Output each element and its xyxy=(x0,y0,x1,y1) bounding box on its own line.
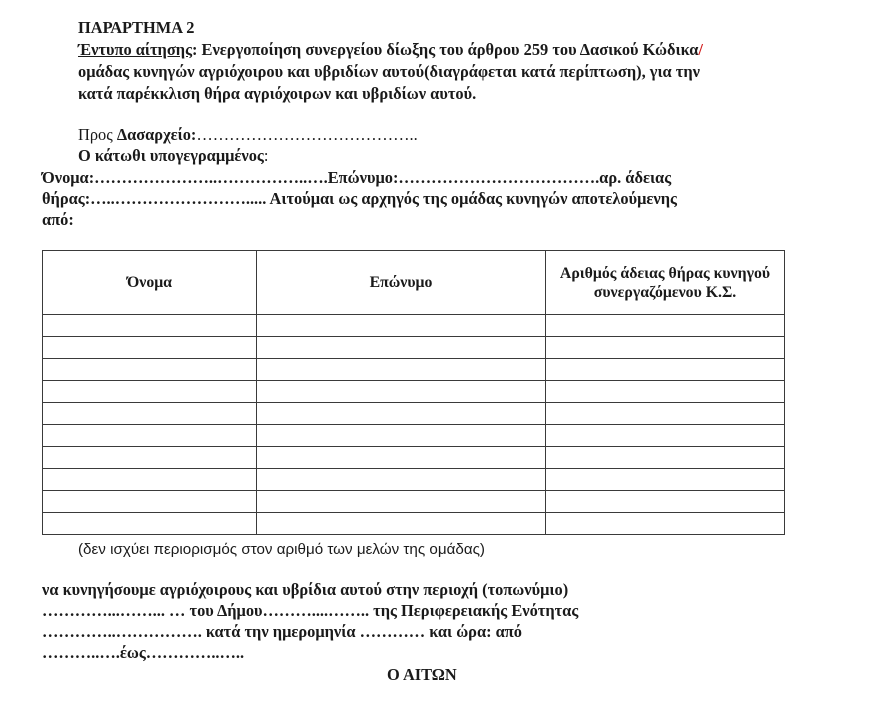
appendix-title: ΠΑΡΑΡΤΗΜΑ 2 xyxy=(78,18,195,37)
table-row xyxy=(43,447,785,469)
first-name-cell[interactable] xyxy=(43,403,257,425)
form-intro-line-3: κατά παρέκκλιση θήρα αγριόχοιρων και υβριδίων αυτού. xyxy=(78,84,477,103)
form-label: Έντυπο αίτησης xyxy=(78,40,192,59)
first-name-cell[interactable] xyxy=(43,337,257,359)
request-line-1: να κυνηγήσουμε αγριόχοιρους και υβρίδια αυτού στην περιοχή (τοπωνύμιο) xyxy=(42,580,569,599)
last-name-cell[interactable] xyxy=(257,315,546,337)
last-name-cell[interactable] xyxy=(257,403,546,425)
license-number-cell[interactable] xyxy=(546,337,785,359)
license-number-cell[interactable] xyxy=(546,381,785,403)
recipient-prefix: Προς xyxy=(78,125,117,144)
last-name-cell[interactable] xyxy=(257,359,546,381)
table-row xyxy=(43,337,785,359)
table-row xyxy=(43,359,785,381)
first-name-cell[interactable] xyxy=(43,469,257,491)
table-header-row xyxy=(43,251,785,315)
form-intro-line-2: ομάδας κυνηγών αγριόχοιρου και υβριδίων αυτού(διαγράφεται κατά περίπτωση), για την xyxy=(78,62,700,81)
first-name-cell[interactable] xyxy=(43,513,257,535)
table-row xyxy=(43,381,785,403)
recipient-office: Δασαρχείο: xyxy=(116,125,197,144)
recipient-dots: ………………………………….. xyxy=(196,125,418,144)
applicant-line-3: από: xyxy=(42,210,74,229)
first-name-cell[interactable] xyxy=(43,425,257,447)
table-row xyxy=(43,315,785,337)
header-first-name: Όνομα xyxy=(43,251,257,315)
license-number-cell[interactable] xyxy=(546,447,785,469)
slash-mark: / xyxy=(698,40,703,59)
last-name-cell[interactable] xyxy=(257,469,546,491)
request-line-3: …………..……………. κατά την ημερομηνία ………… και ώρα: από xyxy=(42,622,522,641)
form-intro-line-1 xyxy=(78,40,703,60)
first-name-cell[interactable] xyxy=(43,381,257,403)
license-number-cell[interactable] xyxy=(546,425,785,447)
license-number-cell[interactable] xyxy=(546,315,785,337)
members-table xyxy=(42,250,785,535)
applicant-line-1: Όνομα:…………………..……………..….Επώνυμο:……………………………….αρ. άδειας xyxy=(42,168,672,187)
table-row xyxy=(43,469,785,491)
last-name-cell[interactable] xyxy=(257,425,546,447)
first-name-cell[interactable] xyxy=(43,447,257,469)
license-number-cell[interactable] xyxy=(546,359,785,381)
applicant-signature-label: Ο ΑΙΤΩΝ xyxy=(387,665,457,684)
request-line-2: …………...……... … του Δήμου………....…….. της Περιφερειακής Ενότητας xyxy=(42,601,579,620)
license-number-cell[interactable] xyxy=(546,403,785,425)
request-line-4: ………..….έως…………..….. xyxy=(42,643,245,662)
last-name-cell[interactable] xyxy=(257,513,546,535)
members-table-body xyxy=(43,315,785,535)
last-name-cell[interactable] xyxy=(257,381,546,403)
last-name-cell[interactable] xyxy=(257,491,546,513)
header-last-name: Επώνυμο xyxy=(257,251,546,315)
table-row xyxy=(43,491,785,513)
last-name-cell[interactable] xyxy=(257,337,546,359)
signer-label: Ο κάτωθι υπογεγραμμένος xyxy=(78,146,264,165)
applicant-line-2: θήρας:…..……………………..... Αιτούμαι ως αρχηγός της ομάδας κυνηγών αποτελούμενης xyxy=(42,189,677,208)
signer-line xyxy=(78,146,268,166)
table-row xyxy=(43,403,785,425)
last-name-cell[interactable] xyxy=(257,447,546,469)
license-number-cell[interactable] xyxy=(546,491,785,513)
first-name-cell[interactable] xyxy=(43,315,257,337)
signer-colon: : xyxy=(263,146,269,165)
table-row xyxy=(43,513,785,535)
first-name-cell[interactable] xyxy=(43,491,257,513)
recipient-line xyxy=(78,125,418,145)
form-intro-text: : Ενεργοποίηση συνεργείου δίωξης του άρθρου 259 του Δασικού Κώδικα xyxy=(191,40,699,59)
header-license-number: Αριθμός άδειας θήρας κυνηγού συνεργαζόμενου Κ.Σ. xyxy=(546,251,785,315)
license-number-cell[interactable] xyxy=(546,469,785,491)
first-name-cell[interactable] xyxy=(43,359,257,381)
license-number-cell[interactable] xyxy=(546,513,785,535)
table-row xyxy=(43,425,785,447)
table-note: (δεν ισχύει περιορισμός στον αριθμό των μελών της ομάδας) xyxy=(78,541,485,558)
